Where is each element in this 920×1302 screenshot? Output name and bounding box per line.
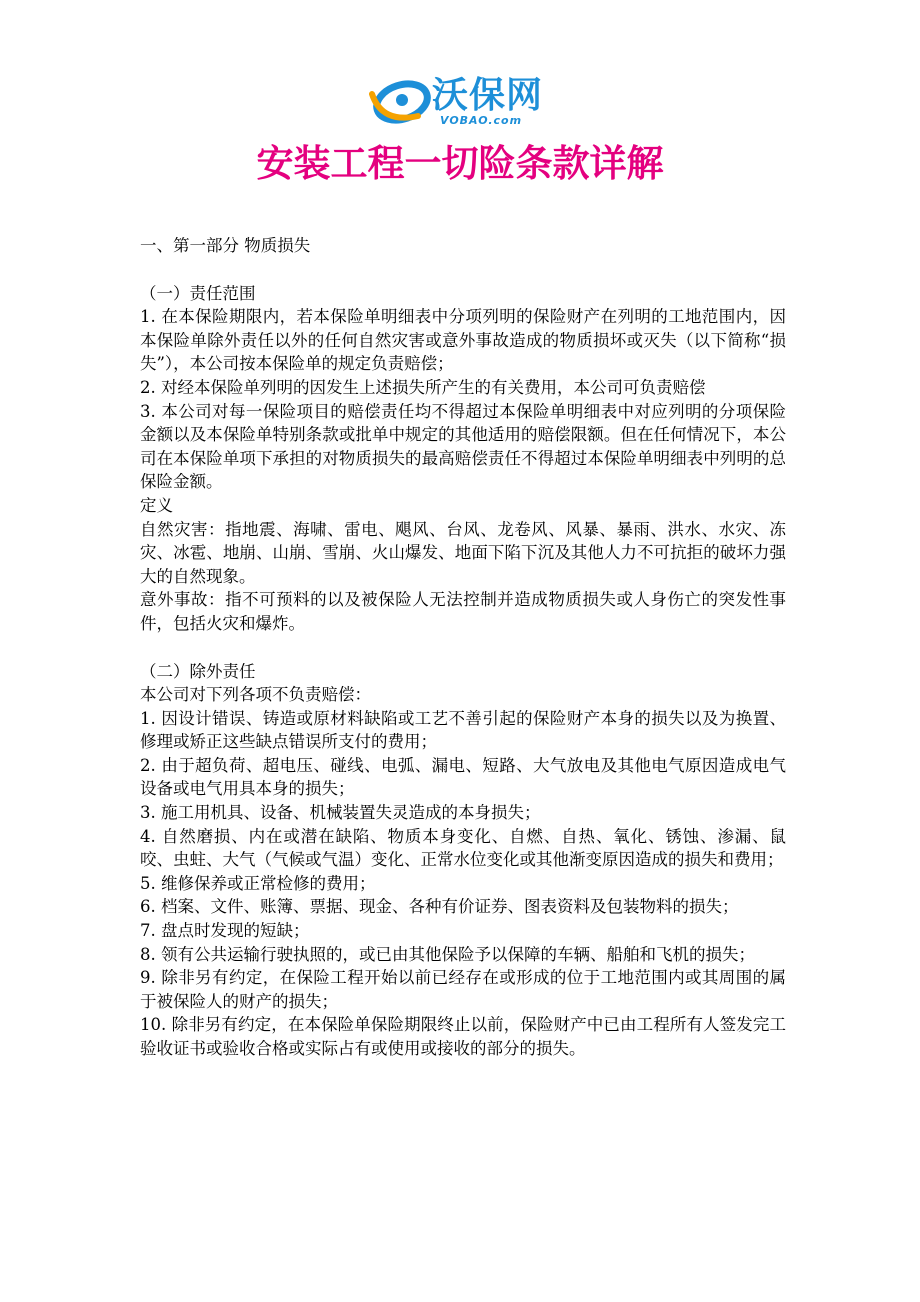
section-heading-liability: （一）责任范围 (140, 283, 256, 303)
exclusion-item: 6. 档案、文件、账簿、票据、现金、各种有价证券、图表资料及包装物料的损失； (140, 897, 739, 917)
definitions-label: 定义 (140, 495, 173, 515)
definition-accident: 意外事故：指不可预料的以及被保险人无法控制并造成物质损失或人身伤亡的突发性事件，包括火灾和爆炸。 (140, 590, 786, 633)
logo-swirl-icon (368, 72, 432, 132)
exclusion-item: 5. 维修保养或正常检修的费用； (140, 873, 376, 893)
exclusion-item: 8. 领有公共运输行驶执照的，或已由其他保险予以保障的车辆、船舶和飞机的损失； (140, 944, 755, 964)
liability-item: 3. 本公司对每一保险项目的赔偿责任均不得超过本保险单明细表中对应列明的分项保险金额以及本保险单特别条款或批单中规定的其他适用的赔偿限额。但在任何情况下，本公司在本保险单项下承担的对物质损失的最高赔偿责任不得超过本保险单明细表中列明的总保险金额。 (140, 401, 786, 492)
page-title: 安装工程一切险条款详解 (256, 141, 664, 185)
exclusion-item: 2. 由于超负荷、超电压、碰线、电弧、漏电、短路、大气放电及其他电气原因造成电气设备或电气用具本身的损失； (140, 755, 786, 799)
liability-item: 2. 对经本保险单列明的因发生上述损失所产生的有关费用，本公司可负责赔偿 (140, 377, 706, 397)
definition-natural-disaster: 自然灾害：指地震、海啸、雷电、飓风、台风、龙卷风、风暴、暴雨、洪水、水灾、冻灾、冰雹、地崩、山崩、雪崩、火山爆发、地面下陷下沉及其他人力不可抗拒的破坏力强大的自然现象。 (140, 519, 786, 586)
exclusion-item: 7. 盘点时发现的短缺； (140, 921, 310, 941)
exclusion-item: 3. 施工用机具、设备、机械装置失灵造成的本身损失； (140, 803, 541, 823)
vobao-logo (368, 72, 558, 132)
exclusion-item: 4. 自然磨损、内在或潜在缺陷、物质本身变化、自燃、自热、氧化、锈蚀、渗漏、鼠咬、虫蛀、大气（气候或气温）变化、正常水位变化或其他渐变原因造成的损失和费用； (140, 826, 786, 870)
section-heading-exclusions: （二）除外责任 (140, 661, 256, 681)
logo-text-en: VOBAO.com (440, 114, 523, 127)
liability-item: 1. 在本保险期限内，若本保险单明细表中分项列明的保险财产在列明的工地范围内，因本保险单除外责任以外的任何自然灾害或意外事故造成的物质损坏或灭失（以下简称“损失”），本公司按本保险单的规定负责赔偿； (140, 307, 786, 374)
part-heading: 一、第一部分 物质损失 (140, 236, 311, 255)
exclusion-item: 9. 除非另有约定，在保险工程开始以前已经存在或形成的位于工地范围内或其周围的属于被保险人的财产的损失； (140, 968, 786, 1011)
logo-text-cn: 沃保网 (432, 75, 544, 116)
document-body (140, 234, 786, 1061)
exclusion-item: 10. 除非另有约定，在本保险单保险期限终止以前，保险财产中已由工程所有人签发完工验收证书或验收合格或实际占有或使用或接收的部分的损失。 (140, 1015, 786, 1058)
exclusions-intro: 本公司对下列各项不负责赔偿： (140, 685, 371, 705)
exclusion-item: 1. 因设计错误、铸造或原材料缺陷或工艺不善引起的保险财产本身的损失以及为换置、修理或矫正这些缺点错误所支付的费用； (140, 708, 786, 752)
